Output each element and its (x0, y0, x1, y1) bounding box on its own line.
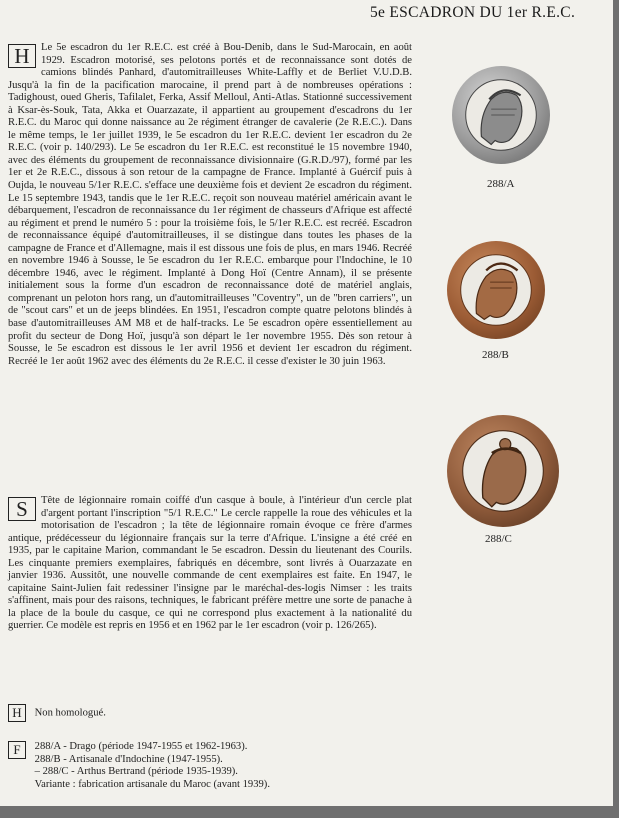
homologation-text: Non homologué. (34, 707, 106, 719)
history-text: Le 5e escadron du 1er R.E.C. est créé à Bou-Denib, dans le Sud-Marocain, en août 1929. Escadron motorisé, ses pelotons portés et de reconnaissance sont dotés de camions blindés Panhard, d'automitrailleuses White-Laffly et de Berliet V.U.D.B. Jusqu'à la fin de la pacification marocaine, il prend part à de nombreuses opérations : Tadighoust, oued Gheris, Tafilalet, Ferka, Assif Melloul, Anti-Atlas. Stationné successivement à Ksar-ès-Souk, Tata, Akka et Ouarzazate, il appartient au groupement d'escadrons du 1er R.E.C. du Maroc qui donne naissance au 2e régiment étranger de cavalerie (2e R.E.C.). Dans le même temps, le 1er juillet 1939, le 5e escadron du 1er R.E.C. devient 1er escadron du 2e R.E.C. (voir p. 140/293). Le 5e escadron du 1er R.E.C. est reconstitué le 15 novembre 1940, avec des éléments du groupement de reconnaissance divisionnaire (G.R.D./97), formé par les 1er et 2e R.E.C., dissous à son retour de la campagne de France. Implanté à Guércif puis à Oujda, le nouveau 5/1er R.E.C. s'efface une deuxième fois et devient 2e escadron du régiment. Le 15 septembre 1943, tandis que le 1er R.E.C. reçoit son nouveau matériel américain avant le débarquement, l'escadron de reconnaissance du 1er régiment de chasseurs d'Afrique est affecté au régiment et prend le numéro 5 : pour la troisième fois, le 5/1er R.E.C. est recréé. Escadron de reconnaissance équipé d'automitrailleuses, il se distingue dans toutes les phases de la campagne de France et d'Allemagne, mais il est dissous une fois de plus, en mars 1946. Recréé en novembre 1946 à Sousse, le 5e escadron du 1er R.E.C. embarque pour l'Indochine, le 10 décembre 1946, avec le régiment. Implanté à Dong Hoï (Centre Annam), il se présente initialement sous la forme d'un escadron de reconnaissance doté de matériel anglais, comprenant un peloton hors rang, un d'automitrailleuses "Coventry", un de "bren carriers", un de "scout cars" et un de jeeps blindées. En 1951, l'escadron compte quatre pelotons blindés à base d'automitrailleuses AM M8 et de half-tracks. Le 5e escadron opère essentiellement au profit du secteur de Dong Hoï, jusqu'à son départ le 1er novembre 1955. Dès son retour à Sousse, le 5e escadron est dissous le 1er avril 1956 et devient 1er escadron du régiment. Recréé le 1er août 1962 avec des éléments du 2e R.E.C. il cesse d'exister le 30 juin 1963. (8, 42, 412, 367)
manufacturers-section-initial: F (8, 741, 26, 759)
manufacturer-line: 288/B - Artisanale d'Indochine (1947-1955). (34, 753, 223, 765)
badge-288b-caption: 288/B (482, 349, 509, 361)
manufacturer-line: 288/A - Drago (période 1947-1955 et 1962-1963). (34, 741, 248, 752)
symbolism-section-initial: S (8, 497, 36, 521)
symbolism-section (8, 495, 412, 633)
manufacturers-list (35, 741, 270, 791)
manufacturers-section (8, 741, 412, 791)
symbolism-text: Tête de légionnaire romain coiffé d'un casque à boule, à l'intérieur d'un cercle plat d'argent portant l'inscription "5/1 R.E.C." Le cercle rappelle la roue des véhicules et la motorisation de l'escadron ; la tête de légionnaire romain évoque ce frère d'armes antique, prédécesseur du légionnaire français sur la terre d'Afrique. L'insigne a été créé en 1935, par le capitaine Marion, commandant le 5e escadron. Dessin du lieutenant des Courils. Les cinquante premiers exemplaires, fabriqués en décembre, sont livrés à Ouarzazate en janvier 1936. Aussitôt, une nouvelle commande de cent exemplaires est faite. En 1947, le capitaine Saint-Julien fait redessiner l'insigne par le maréchal-des-logis Nimser : les traits s'affinent, mais pour des raisons, techniques, le fabricant préfère mettre une sorte de panache à la place de la boule du casque, ce qui ne correspond plus exactement à la nationalité du guerrier. Ce modèle est repris en 1956 et en 1962 par le 1er escadron (voir p. 126/265). (8, 495, 412, 632)
page-header-title: 5e ESCADRON DU 1er R.E.C. (370, 4, 576, 21)
manufacturer-line: – 288/C - Arthus Bertrand (période 1935-1939). (34, 766, 238, 777)
history-section-initial: H (8, 44, 36, 68)
badge-288b-image (447, 241, 545, 339)
history-section (8, 42, 412, 368)
badge-288c-caption: 288/C (485, 533, 512, 545)
badge-288a-image (452, 66, 550, 164)
homologation-section (8, 704, 412, 722)
manufacturer-line: Variante : fabrication artisanale du Maroc (avant 1939). (34, 778, 270, 790)
badge-288c-image (447, 415, 559, 527)
badge-288a-caption: 288/A (487, 178, 515, 190)
homologation-section-initial: H (8, 704, 26, 722)
